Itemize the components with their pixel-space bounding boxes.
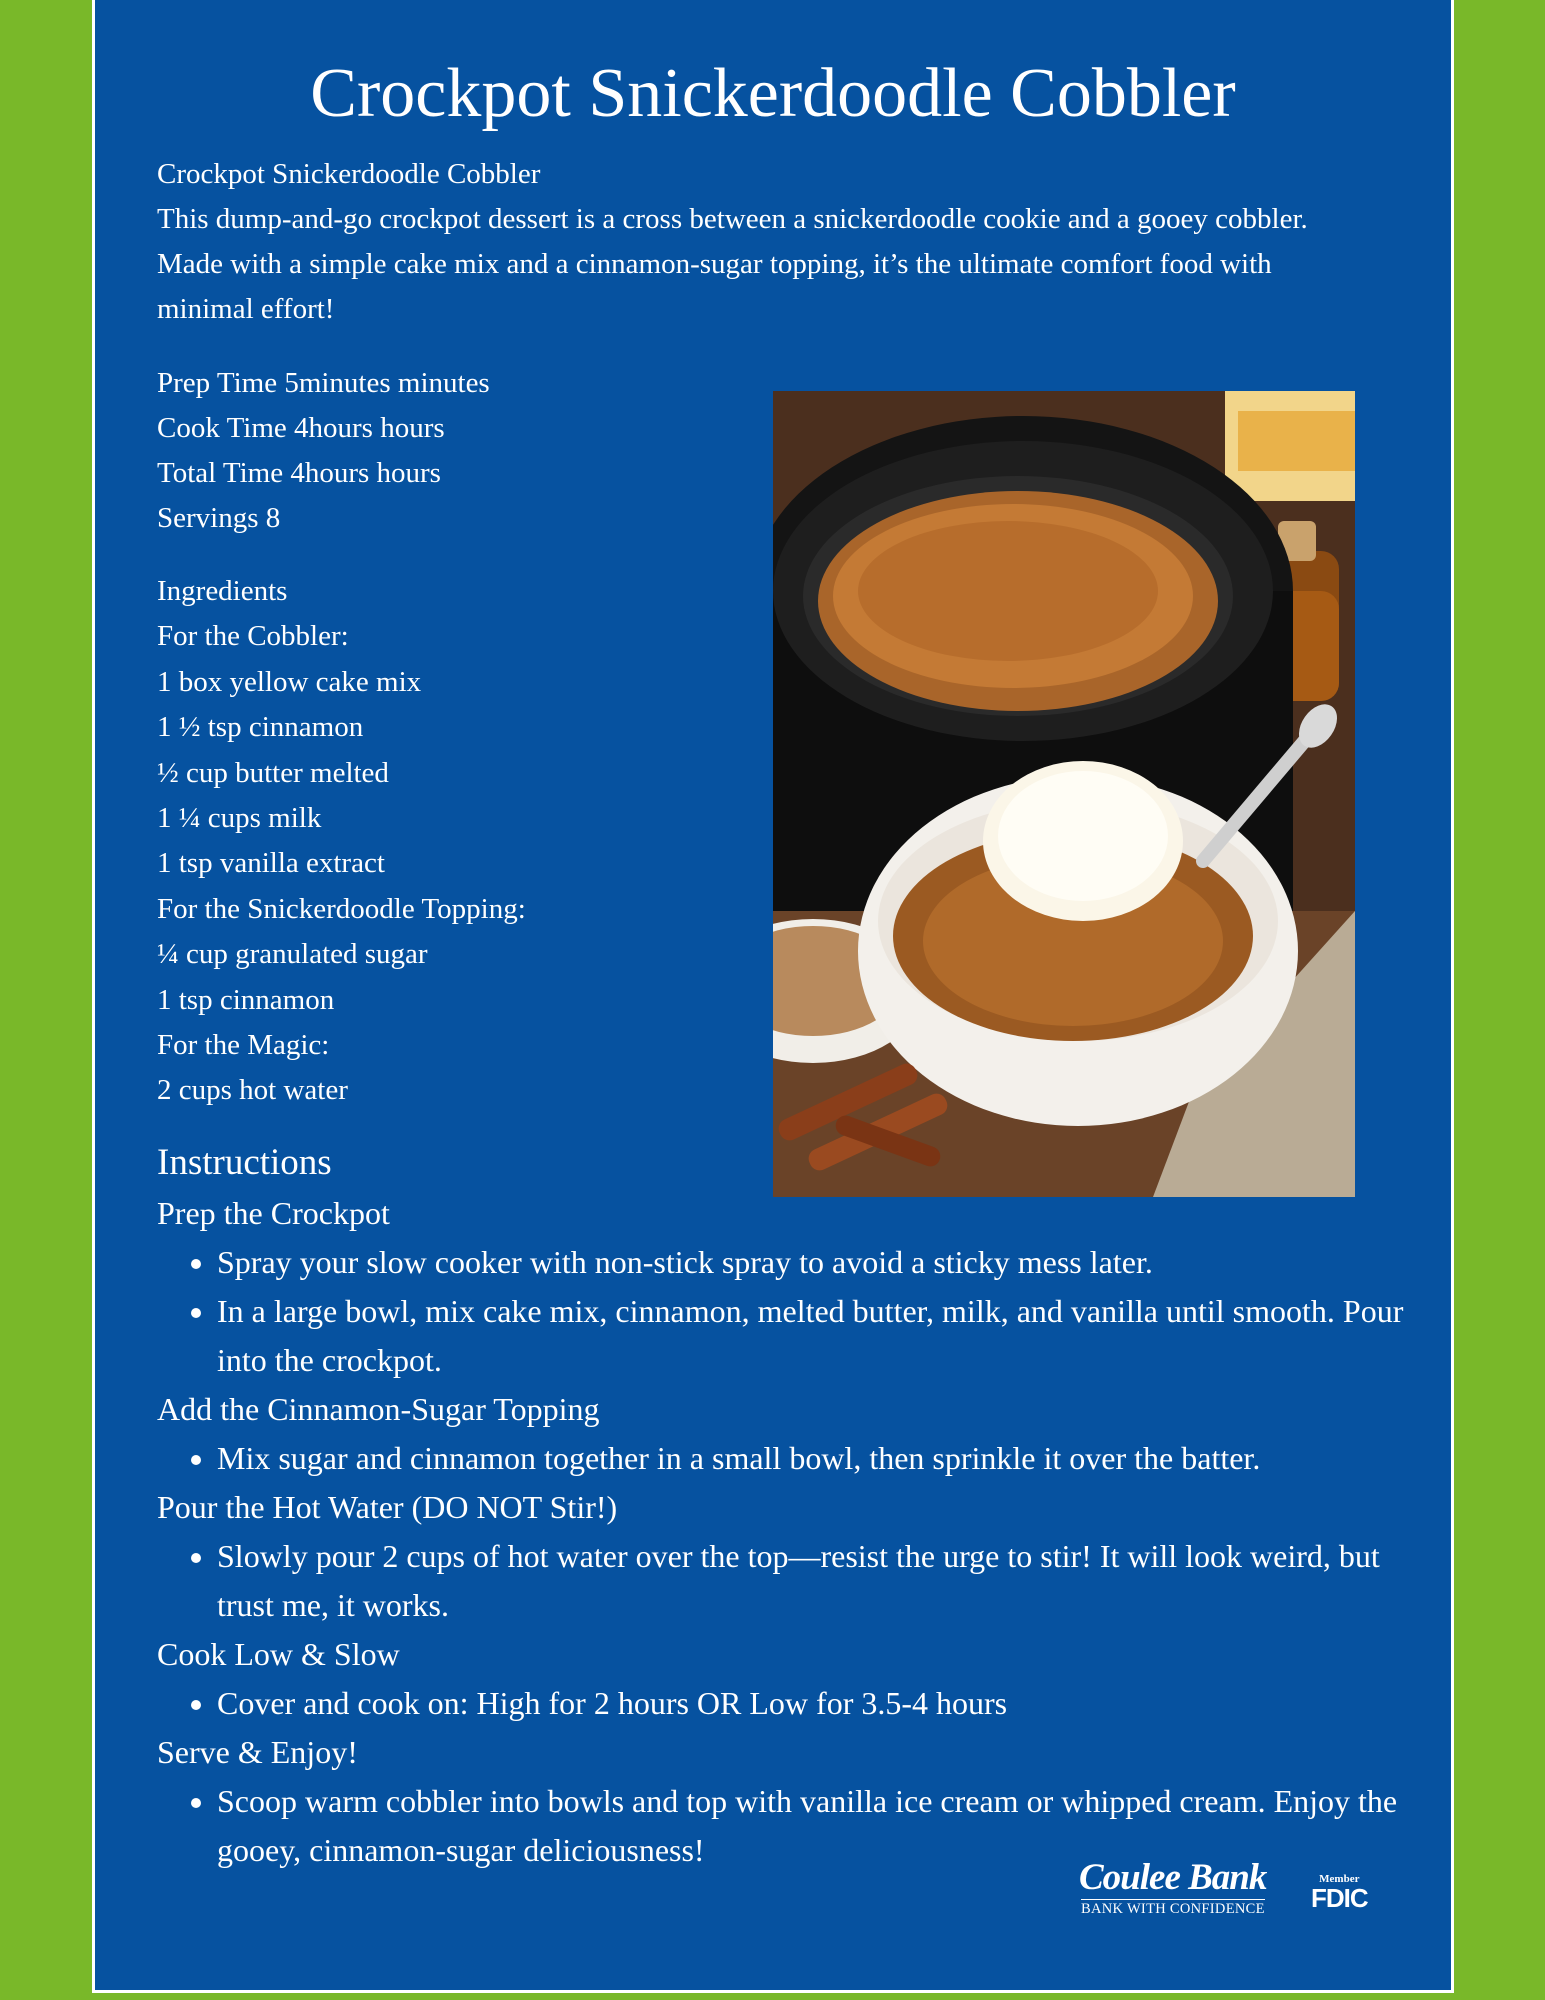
bank-tagline: BANK WITH CONFIDENCE	[1081, 1901, 1265, 1917]
ingredient-line: 1 ½ tsp cinnamon	[157, 711, 364, 744]
ingredient-line: 1 box yellow cake mix	[157, 665, 422, 698]
recipe-intro	[157, 152, 1357, 332]
fdic-badge	[1311, 1873, 1368, 1912]
ingredient-line: For the Cobbler:	[157, 620, 349, 653]
total-time: Total Time 4hours hours	[157, 457, 441, 489]
step-title: Add the Cinnamon-Sugar Topping	[157, 1391, 600, 1427]
step-bullet: • Scoop warm cobbler into bowls and top with vanilla ice cream or whipped cream. Enjoy the gooey, cinnamon-sugar deliciousness!	[217, 1777, 1417, 1875]
cobbler-photo	[773, 391, 1355, 1197]
ingredient-line: 1 tsp cinnamon	[157, 983, 335, 1016]
step-bullet: • Spray your slow cooker with non-stick spray to avoid a sticky mess later.	[217, 1238, 1417, 1287]
servings: Servings 8	[157, 502, 281, 534]
page-title: Crockpot Snickerdoodle Cobbler	[310, 55, 1236, 132]
ingredient-line: 1 ¼ cups milk	[157, 802, 322, 835]
ingredient-line: For the Snickerdoodle Topping:	[157, 892, 526, 925]
cook-time: Cook Time 4hours hours	[157, 412, 445, 444]
fdic-label: FDIC	[1311, 1883, 1368, 1913]
instructions-heading: Instructions	[157, 1142, 332, 1183]
step-bullet: • Mix sugar and cinnamon together in a small bowl, then sprinkle it over the batter.	[217, 1434, 1417, 1483]
step-bullet: • In a large bowl, mix cake mix, cinnamon, melted butter, milk, and vanilla until smooth. Pour into the crockpot.	[217, 1287, 1417, 1385]
fdic-member-label: Member	[1319, 1873, 1360, 1885]
recipe-name: Crockpot Snickerdoodle Cobbler	[157, 158, 541, 190]
step-list	[157, 1532, 1417, 1630]
step-list	[157, 1434, 1417, 1483]
recipe-description: This dump-and-go crockpot dessert is a cross between a snickerdoodle cookie and a gooey cobbler. Made with a simple cake mix and a cinnamon-sugar topping, it’s the ultimate comfort food with minimal effort!	[157, 203, 1308, 325]
ingredients-heading: Ingredients	[157, 575, 288, 607]
ingredient-line: ¼ cup granulated sugar	[157, 938, 428, 971]
step-list	[157, 1679, 1417, 1728]
ingredient-line: ½ cup butter melted	[157, 756, 389, 789]
ingredient-line: 1 tsp vanilla extract	[157, 847, 385, 880]
recipe-meta	[157, 361, 490, 541]
step-bullet: • Slowly pour 2 cups of hot water over the top—resist the urge to stir! It will look weird, but trust me, it works.	[217, 1532, 1417, 1630]
cobbler-photo-illustration	[773, 391, 1355, 1197]
ingredient-line: For the Magic:	[157, 1029, 330, 1062]
instructions-section	[157, 1137, 1417, 1875]
ingredients-section	[157, 569, 526, 1114]
step-bullet: • Cover and cook on: High for 2 hours OR Low for 3.5-4 hours	[217, 1679, 1417, 1728]
step-title: Pour the Hot Water (DO NOT Stir!)	[157, 1489, 618, 1525]
recipe-card	[92, 0, 1454, 1993]
prep-time: Prep Time 5minutes minutes	[157, 367, 490, 399]
ingredient-line: 2 cups hot water	[157, 1074, 348, 1107]
step-list	[157, 1238, 1417, 1385]
step-title: Cook Low & Slow	[157, 1636, 400, 1672]
bank-name: Coulee Bank	[1079, 1857, 1267, 1898]
step-title: Prep the Crockpot	[157, 1195, 390, 1231]
bank-logo	[1079, 1858, 1379, 1918]
step-title: Serve & Enjoy!	[157, 1734, 358, 1770]
